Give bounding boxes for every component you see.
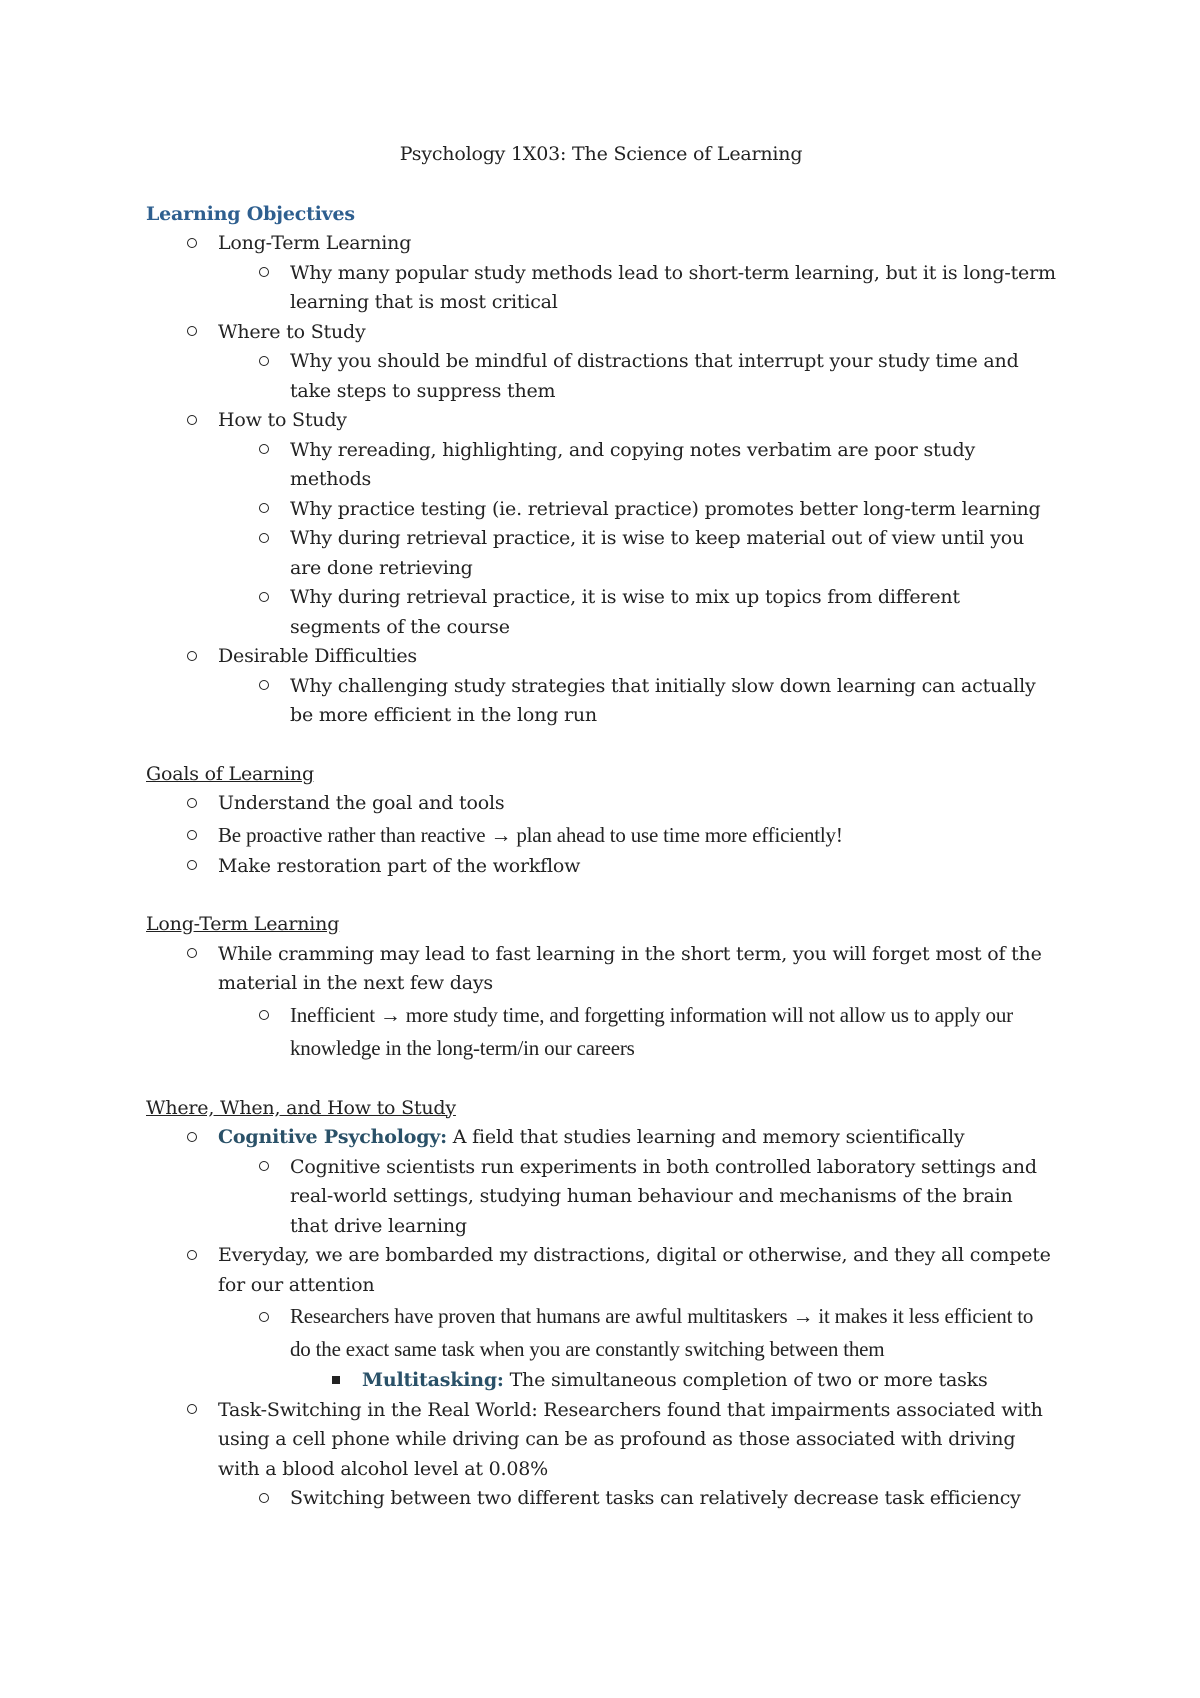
list-item: While cramming may lead to fast learning in the short term, you will forget most of the material in the next few days Inefficient → more study time, and forgetting information will not allow us to apply our knowledge in the long-term/in our careers (146, 940, 1056, 1065)
list-item: Researchers have proven that humans are awful multitaskers → it makes it less efficient to do the exact same task when you are constantly switching between them Multitasking: The simultaneous completion of two or more tasks (218, 1300, 1056, 1396)
list-item: Why during retrieval practice, it is wise to mix up topics from different segments of the course (218, 583, 1056, 642)
circle-bullet-icon (182, 642, 202, 672)
circle-bullet-icon (254, 672, 274, 702)
goals-list (146, 789, 1056, 881)
circle-bullet-icon (254, 436, 274, 466)
circle-bullet-icon (182, 318, 202, 348)
cognitive-psychology-term: Cognitive Psychology: (218, 1126, 447, 1148)
circle-bullet-icon (182, 1123, 202, 1153)
list-item: Inefficient → more study time, and forgetting information will not allow us to apply our knowledge in the long-term/in our careers (218, 999, 1056, 1065)
circle-bullet-icon (182, 789, 202, 819)
circle-bullet-icon (182, 229, 202, 259)
circle-bullet-icon (254, 1484, 274, 1514)
learning-objectives-heading: Learning Objectives (146, 202, 355, 225)
circle-bullet-icon (254, 495, 274, 525)
circle-bullet-icon (182, 819, 202, 852)
circle-bullet-icon (254, 1153, 274, 1183)
where-when-how-section (146, 1094, 1056, 1514)
circle-bullet-icon (182, 406, 202, 436)
list-item: Why practice testing (ie. retrieval practice) promotes better long-term learning (218, 495, 1056, 525)
where-when-how-list (146, 1123, 1056, 1514)
circle-bullet-icon (254, 347, 274, 377)
list-item: Long-Term Learning Why many popular study methods lead to short-term learning, but it is long-term learning that is most critical (146, 229, 1056, 318)
circle-bullet-icon (182, 940, 202, 970)
circle-bullet-icon (182, 852, 202, 882)
list-item: Make restoration part of the workflow (146, 852, 1056, 882)
circle-bullet-icon (254, 1300, 274, 1333)
list-item: Why rereading, highlighting, and copying notes verbatim are poor study methods (218, 436, 1056, 495)
square-bullet-icon (326, 1366, 346, 1396)
long-term-section (146, 910, 1056, 1065)
list-item: Understand the goal and tools (146, 789, 1056, 819)
circle-bullet-icon (254, 999, 274, 1032)
long-term-heading: Long-Term Learning (146, 913, 340, 935)
list-item: Where to Study Why you should be mindful of distractions that interrupt your study time and take steps to suppress them (146, 318, 1056, 407)
circle-bullet-icon (254, 259, 274, 289)
list-item: Why during retrieval practice, it is wise to keep material out of view until you are done retrieving (218, 524, 1056, 583)
list-item: Why challenging study strategies that initially slow down learning can actually be more efficient in the long run (218, 672, 1056, 731)
list-item: Be proactive rather than reactive → plan ahead to use time more efficiently! (146, 819, 1056, 852)
multitasking-term: Multitasking: (362, 1369, 504, 1391)
list-item: Why you should be mindful of distractions that interrupt your study time and take steps to suppress them (218, 347, 1056, 406)
list-item: Everyday, we are bombarded my distractions, digital or otherwise, and they all compete for our attention Researchers have proven that humans are awful multitaskers → it makes it less efficient to do the exact same task when you are constantly switching between them Multitasking: The simultaneous completion of two or more tasks (146, 1241, 1056, 1396)
list-item: Multitasking: The simultaneous completion of two or more tasks (290, 1366, 1056, 1396)
list-item: Task-Switching in the Real World: Researchers found that impairments associated with using a cell phone while driving can be as profound as those associated with driving with a blood alcohol level at 0.08% Switching between two different tasks can relatively decrease task efficiency (146, 1396, 1056, 1514)
list-item: Why many popular study methods lead to short-term learning, but it is long-term learning that is most critical (218, 259, 1056, 318)
list-item: Cognitive Psychology: A field that studies learning and memory scientifically Cognitive scientists run experiments in both controlled laboratory settings and real-world settings, studying human behaviour and mechanisms of the brain that drive learning (146, 1123, 1056, 1241)
circle-bullet-icon (182, 1241, 202, 1271)
goals-heading: Goals of Learning (146, 762, 314, 785)
objectives-list (146, 229, 1056, 731)
list-item: Switching between two different tasks can relatively decrease task efficiency (218, 1484, 1056, 1514)
document-page (146, 140, 1056, 1543)
page-title: Psychology 1X03: The Science of Learning (399, 143, 803, 165)
learning-objectives-section (146, 200, 1056, 731)
goals-section (146, 760, 1056, 882)
where-when-how-heading: Where, When, and How to Study (146, 1096, 456, 1119)
circle-bullet-icon (182, 1396, 202, 1426)
list-item: Cognitive scientists run experiments in both controlled laboratory settings and real-world settings, studying human behaviour and mechanisms of the brain that drive learning (218, 1153, 1056, 1242)
circle-bullet-icon (254, 524, 274, 554)
list-item: How to Study Why rereading, highlighting, and copying notes verbatim are poor study methods Why practice testing (ie. retrieval practice) promotes better long-term learning Why during retrieval practice, it is wise to keep material out of view until you are done retrieving Why during retrieval practice, it is wise to mix up topics from different segments of the course (146, 406, 1056, 642)
circle-bullet-icon (254, 583, 274, 613)
list-item: Desirable Difficulties Why challenging study strategies that initially slow down learning can actually be more efficient in the long run (146, 642, 1056, 731)
long-term-list (146, 940, 1056, 1065)
